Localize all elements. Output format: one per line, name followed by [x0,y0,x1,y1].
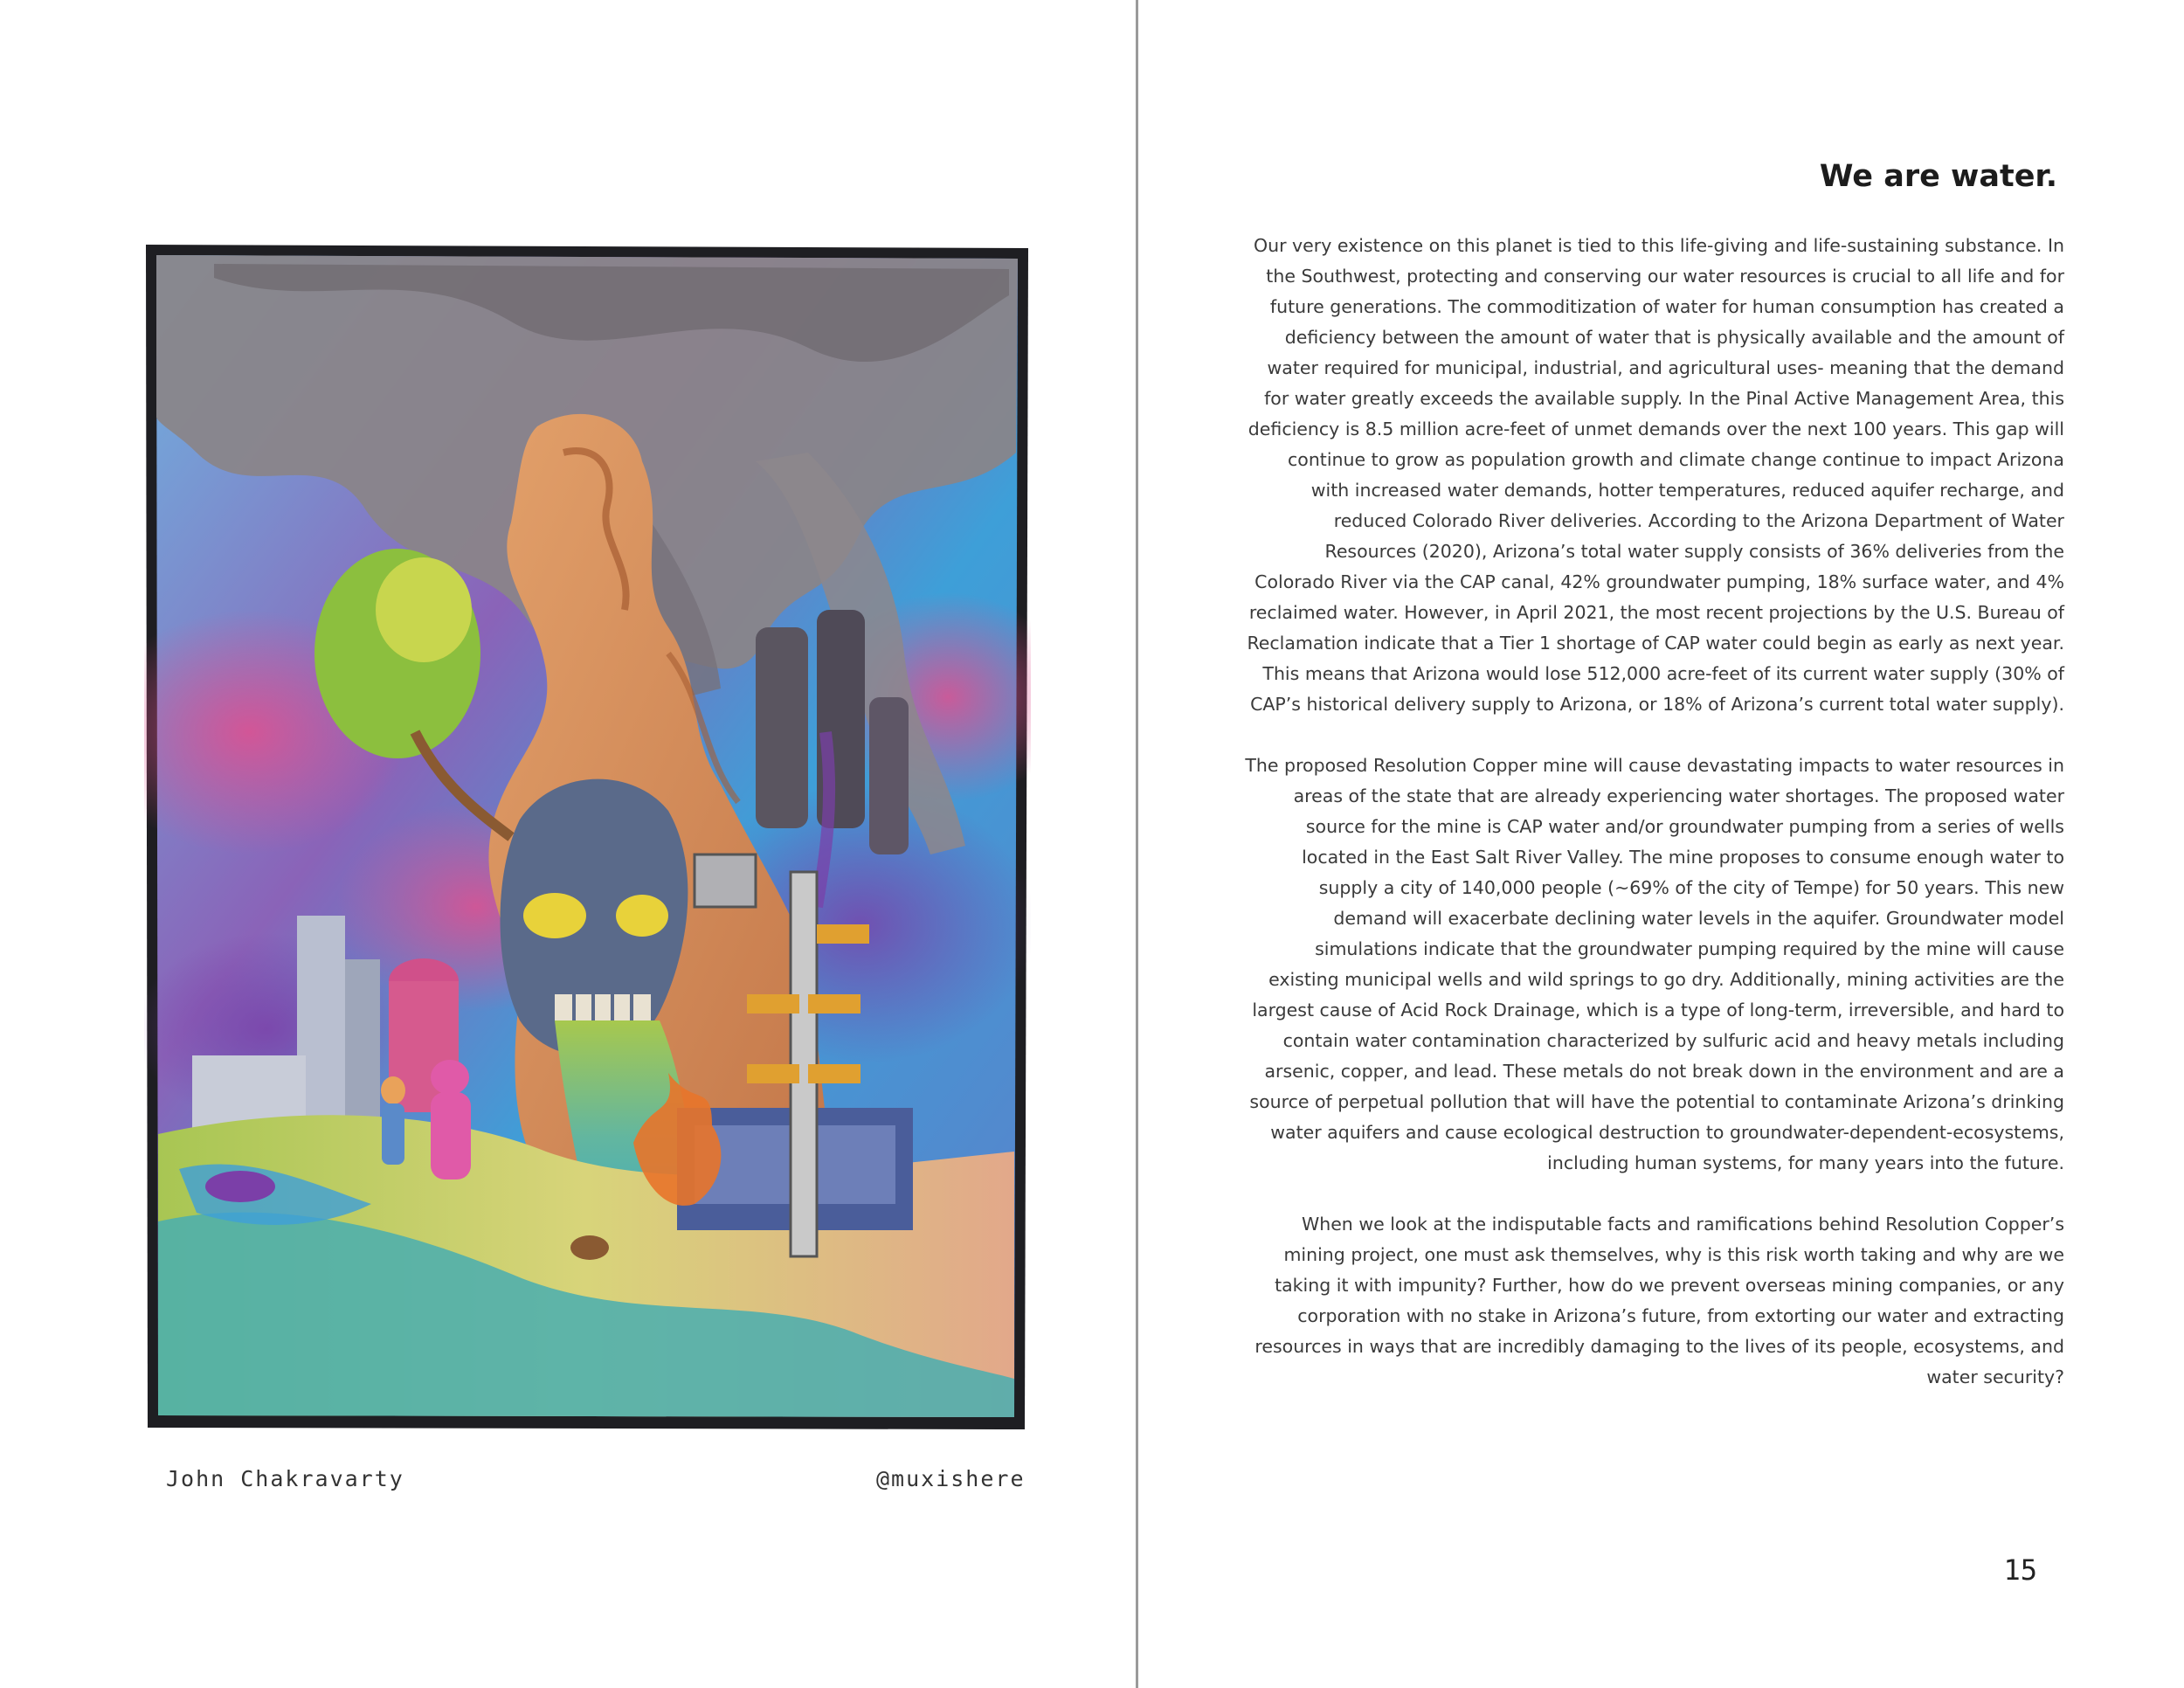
artist-handle: @muxishere [876,1466,1026,1491]
figure-swimmer [205,1171,275,1202]
figure-child [381,1076,405,1104]
body-text [1245,231,2064,1423]
page-number: 15 [2003,1553,2037,1587]
page-title: We are water. [1819,159,2057,194]
smokestack [756,627,808,828]
right-page [1138,0,2184,1688]
figure-pink [431,1060,469,1095]
artist-name: John Chakravarty [166,1466,404,1491]
paragraph-resolution-copper: The proposed Resolution Copper mine will cause devastating impacts to water resources in areas of the state that are already experiencing water shortages. The proposed water source for the mine is CAP water and/or groundwater pumping from a series of wells located in the East Salt River Valley. The mine proposes to consume enough water to supply a city of 140,000 people (~69% of the city of Tempe) for 50 years. This new demand will exacerbate declining water levels in the aquifer. Groundwater model simulations indicate that the groundwater pumping required by the mine will cause existing municipal wells and wild springs to go dry. Additionally, mining activities are the largest cause of Acid Rock Drainage, which is a type of long-term, irreversible, and hard to contain water contamination characterized by sulfuric acid and heavy metals including arsenic, copper, and lead. These metals do not break down in the environment and are a source of perpetual pollution that will have the potential to contaminate Arizona’s drinking water aquifers and cause ecological destruction to groundwater-dependent-ecosystems, including human systems, for many years into the future. [1245,755,2064,1173]
watercolor-illustration [144,243,1031,1433]
mine-illustration-svg [144,243,1031,1433]
deer [570,1235,609,1260]
paragraph-water-supply: Our very existence on this planet is tied to this life-giving and life-sustaining substance. In the Southwest, protecting and conserving our water resources is crucial to all life and for future generations. The commoditization of water for human consumption has created a deficiency between the amount of water that is physically available and the amount of water required for municipal, industrial, and agricultural uses- meaning that the demand for water greatly exceeds the available supply. In the Pinal Active Management Area, this deficiency is 8.5 million acre-feet of unmet demands over the next 100 years. This gap will continue to grow as population growth and climate change continue to impact Arizona with increased water demands, hotter temperatures, reduced aquifer recharge, and reduced Colorado River deliveries. According to the Arizona Department of Water Resources (2020), Arizona’s total water supply consists of 36% deliveries from the Colorado River via the CAP canal, 42% groundwater pumping, 18% surface water, and 4% reclaimed water. However, in April 2021, the most recent projections by the U.S. Bureau of Reclamation indicate that a Tier 1 shortage of CAP water could begin as early as next year. This means that Arizona would lose 512,000 acre-feet of its current water supply (30% of CAP’s historical delivery supply to Arizona, or 18% of Arizona’s current total water supply). [1247,235,2064,715]
paragraph-questions: When we look at the indisputable facts and ramifications behind Resolution Copper’s mining project, one must ask themselves, why is this risk worth taking and why are we taking it with impunity? Further, how do we prevent overseas mining companies, or any corporation with no stake in Arizona’s future, from extorting our water and extracting resources in ways that are incredibly damaging to the lives of its people, ecosystems, and water security? [1254,1214,2064,1387]
